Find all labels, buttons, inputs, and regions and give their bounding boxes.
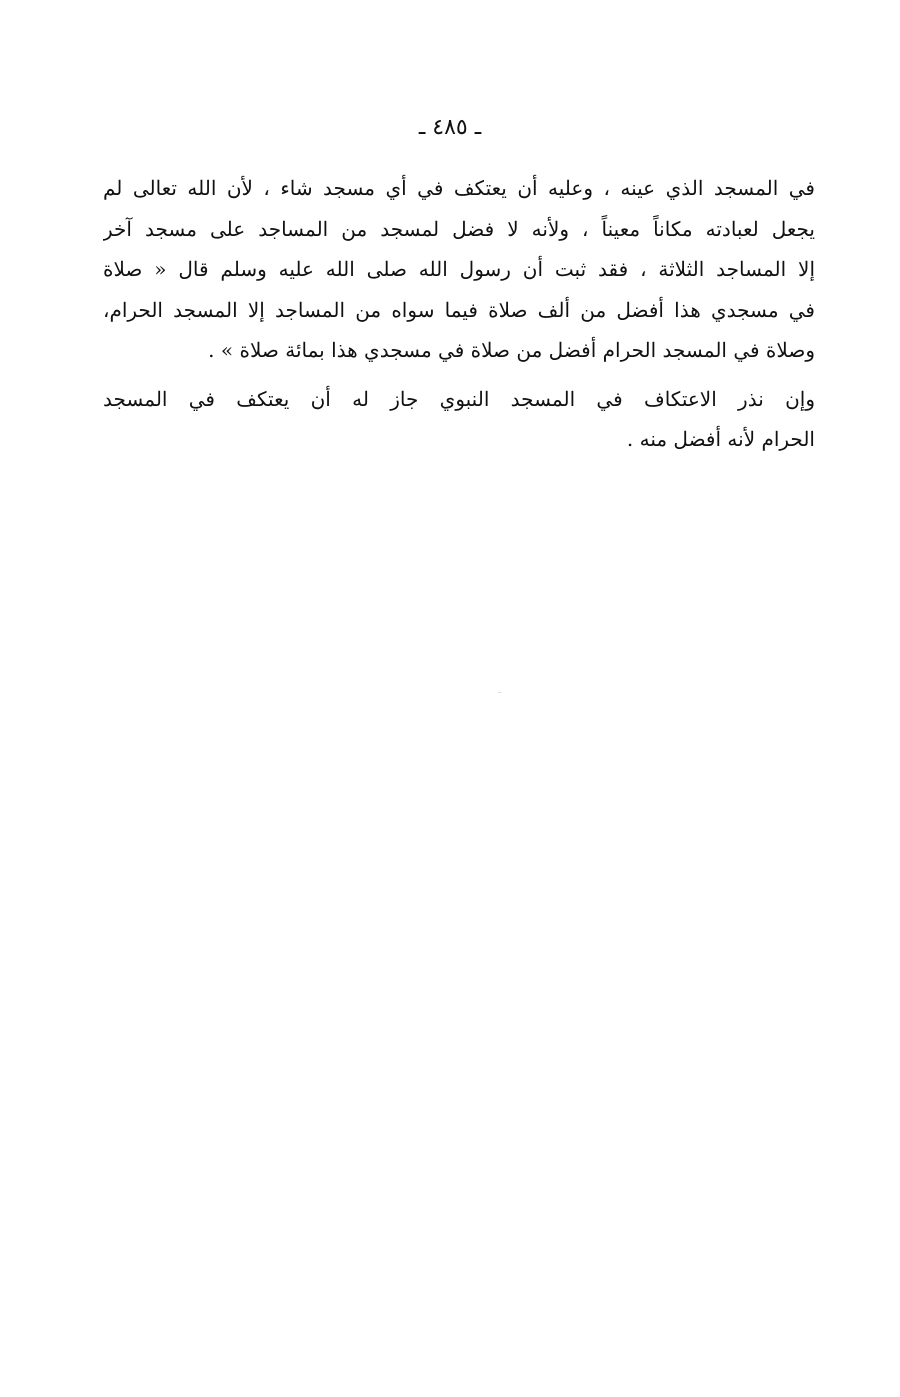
scan-speck	[498, 692, 501, 693]
paragraph-1-line-2: يجعل لعبادته مكاناً معيناً ، ولأنه لا فضل لمسجد من المساجد على مسجد آخر	[103, 216, 815, 241]
page-number: ـ ٤٨٥ ـ	[418, 115, 482, 140]
paragraph-1-line-3: إلا المساجد الثلاثة ، فقد ثبت أن رسول الله صلى الله عليه وسلم قال « صلاة	[103, 257, 815, 281]
page-body	[103, 168, 815, 460]
paragraph-1-line-1: في المسجد الذي عينه ، وعليه أن يعتكف في أي مسجد شاء ، لأن الله تعالى لم	[103, 176, 815, 200]
paragraph-1	[103, 168, 815, 371]
paragraph-2-line-2: الحرام لأنه أفضل منه .	[626, 427, 815, 451]
paragraph-2	[103, 379, 815, 460]
paragraph-1-line-5: وصلاة في المسجد الحرام أفضل من صلاة في مسجدي هذا بمائة صلاة » .	[208, 338, 815, 362]
paragraph-1-line-4: في مسجدي هذا أفضل من ألف صلاة فيما سواه من المساجد إلا المسجد الحرام،	[103, 297, 815, 322]
paragraph-2-line-1: وإن نذر الاعتكاف في المسجد النبوي جاز له أن يعتكف في المسجد	[103, 386, 815, 411]
